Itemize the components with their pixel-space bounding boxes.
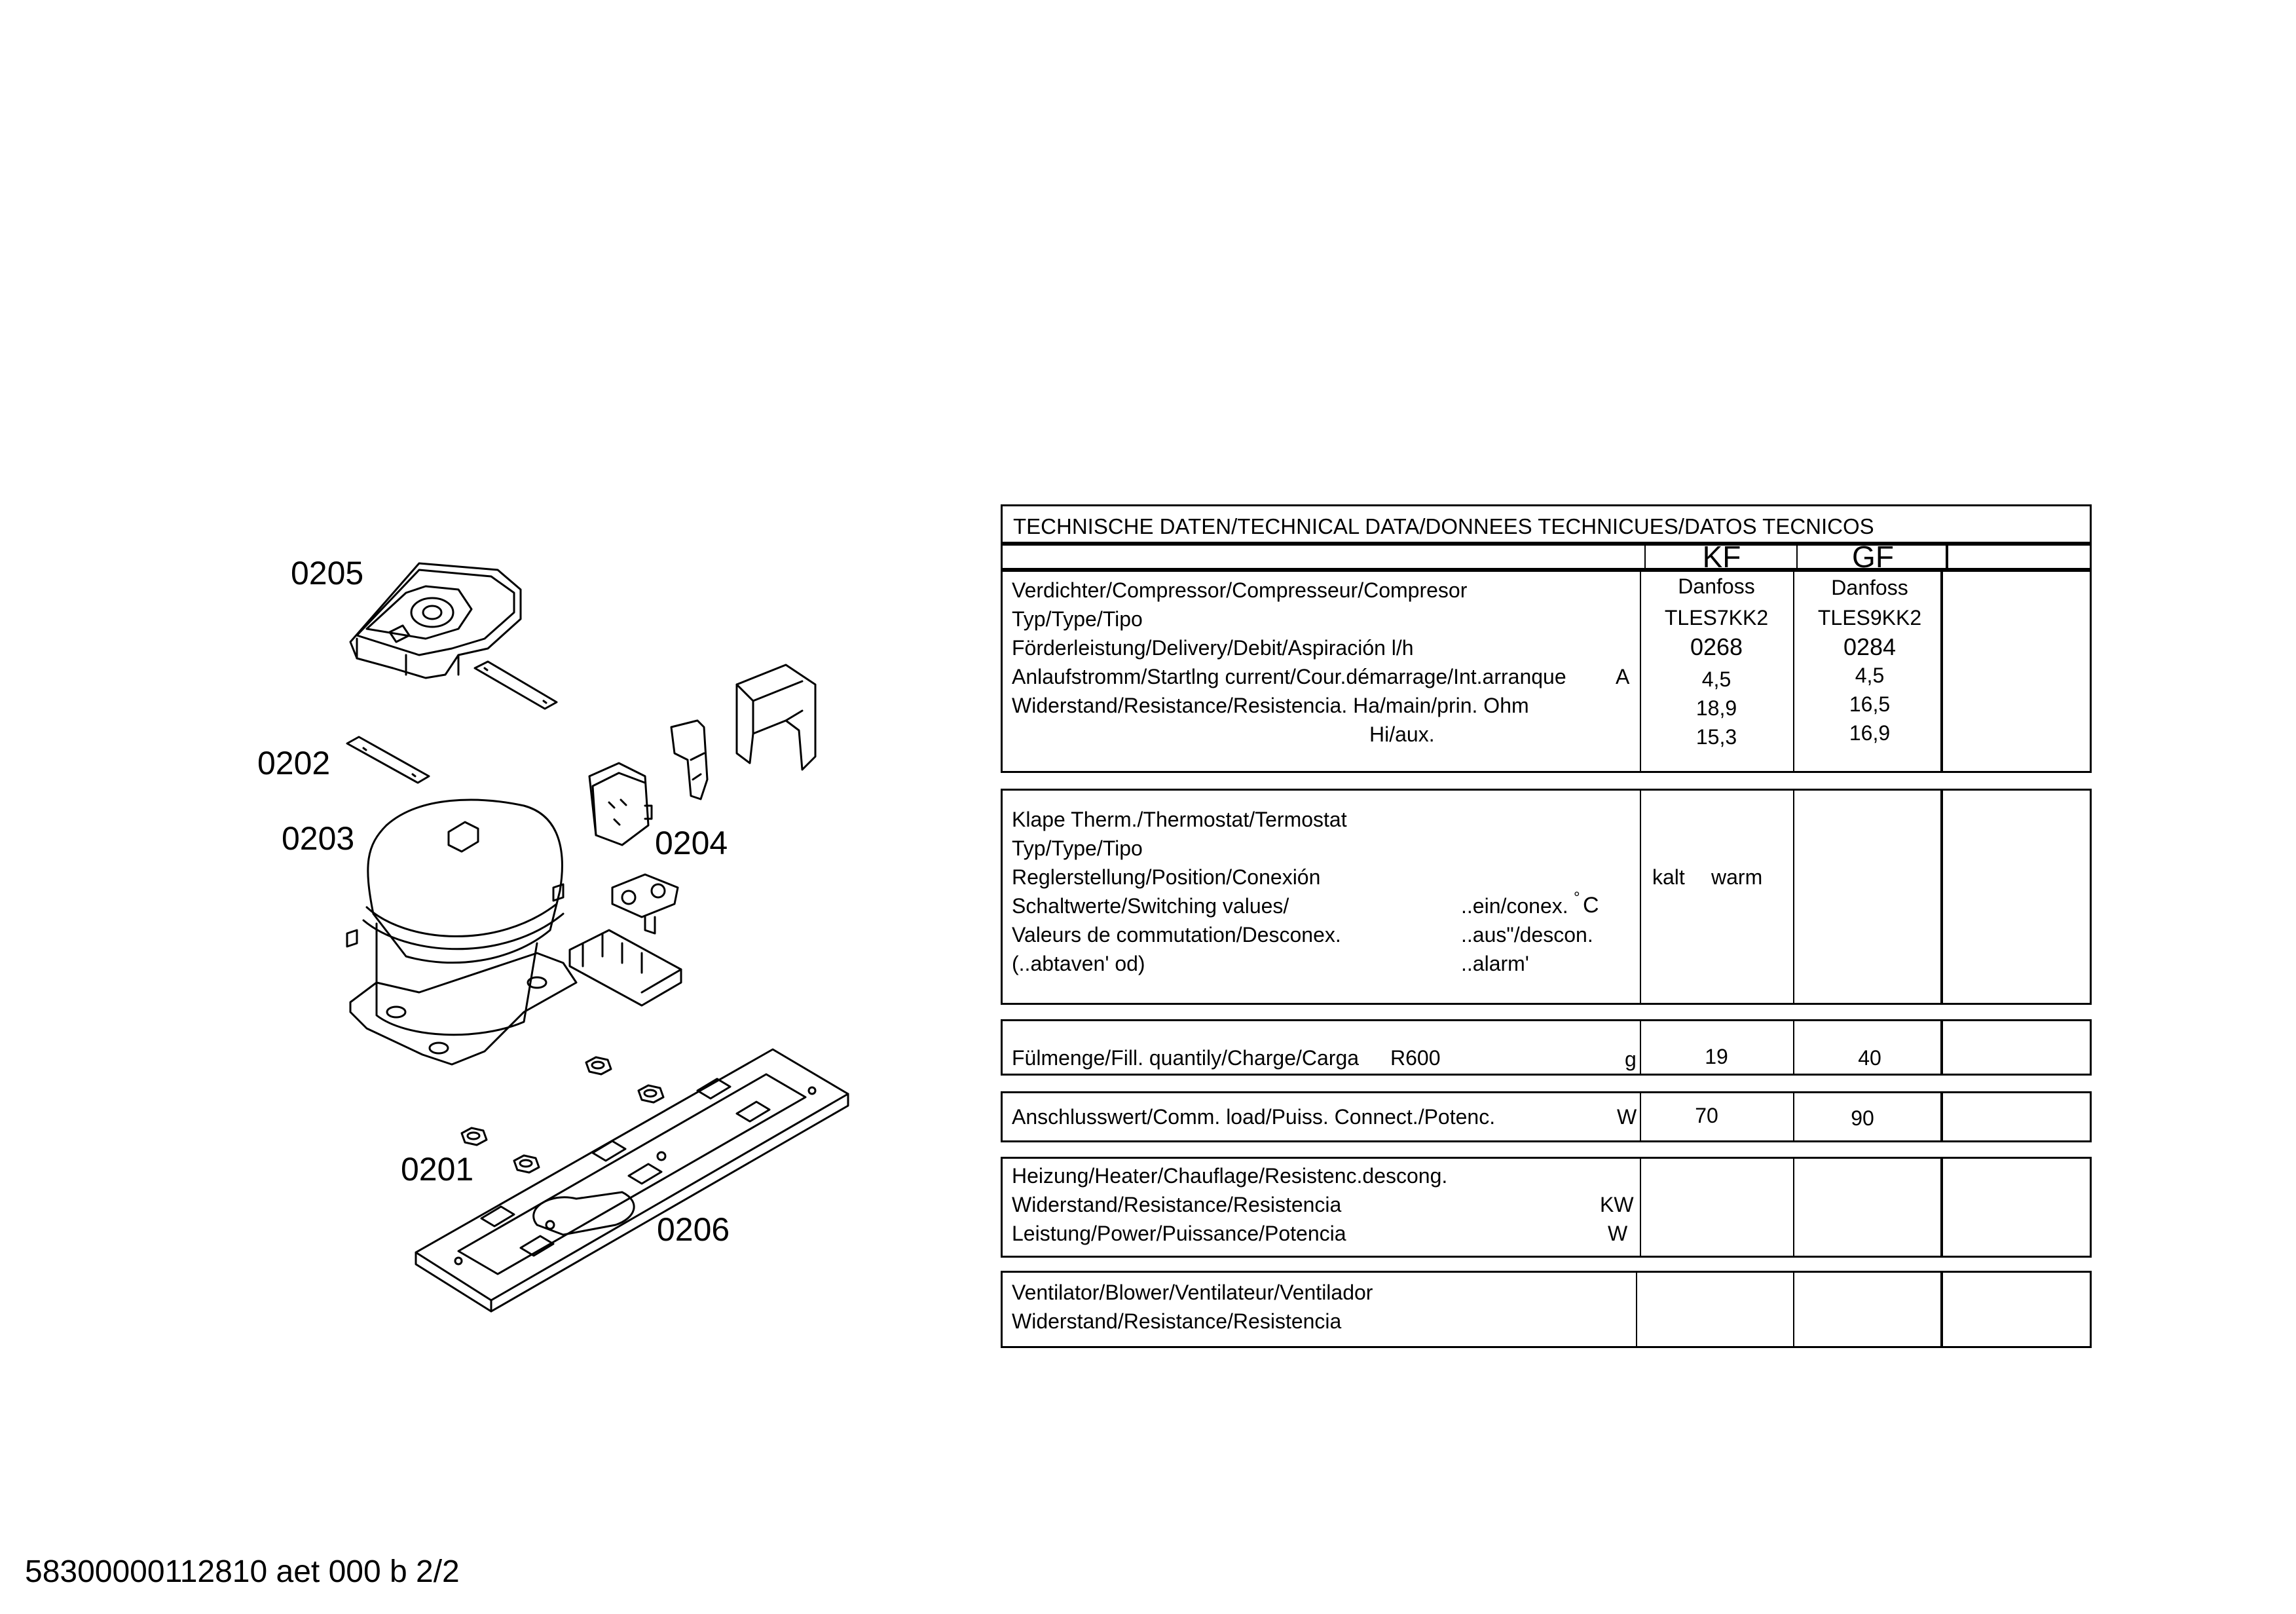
part-label-0203: 0203 <box>282 820 355 857</box>
table-title: TECHNISCHE DATEN/TECHNICAL DATA/DONNEES TECHNICUES/DATOS TECNICOS <box>1013 514 1874 538</box>
thermostat-sub-label: ..alarm' <box>1461 952 1529 975</box>
fill-unit: g <box>1625 1047 1637 1071</box>
heater-row-label: Widerstand/Resistance/Resistencia <box>1012 1193 1342 1216</box>
compressor-row-label: Typ/Type/Tipo <box>1012 607 1143 631</box>
heater-row-label: Heizung/Heater/Chauflage/Resistenc.descong. <box>1012 1164 1448 1188</box>
kf-value: 18,9 <box>1695 696 1737 720</box>
fill-quantity-section <box>1001 1019 2092 1076</box>
part-label-0204: 0204 <box>655 825 728 861</box>
kf-value: 0268 <box>1690 633 1743 660</box>
thermostat-kalt: kalt <box>1652 865 1685 889</box>
heater-unit-kw: KW <box>1600 1193 1634 1216</box>
connected-load-section <box>1001 1091 2092 1142</box>
compressor-section <box>1001 570 2092 773</box>
compressor-row-label: Hi/aux. <box>1369 723 1435 746</box>
gf-value: 16,5 <box>1849 692 1891 716</box>
part-0206-baseplate <box>416 1049 848 1311</box>
thermostat-row-label: Schaltwerte/Switching values/ <box>1012 894 1289 918</box>
kf-value: 19 <box>1705 1045 1728 1068</box>
kf-value: TLES7KK2 <box>1664 606 1769 629</box>
gf-value: 16,9 <box>1849 721 1891 745</box>
column-header-box <box>1001 540 2092 574</box>
thermostat-sub-label: ..aus"/descon. <box>1461 923 1593 947</box>
connected-load-unit: W <box>1617 1105 1637 1129</box>
part-label-0202: 0202 <box>257 745 331 781</box>
compressor-unit-a: A <box>1616 665 1630 688</box>
compressor-row-label: Widerstand/Resistance/Resistencia. Ha/main/prin. Ohm <box>1012 694 1529 717</box>
part-ptc-cover <box>737 665 815 770</box>
gf-value: Danfoss <box>1831 576 1908 599</box>
gf-value: 0284 <box>1843 633 1897 660</box>
column-kf: KF <box>1702 540 1741 574</box>
blower-row-label: Ventilator/Blower/Ventilateur/Ventilador <box>1012 1281 1373 1304</box>
connected-load-label: Anschlusswert/Comm. load/Puiss. Connect./Potenc. <box>1012 1105 1496 1129</box>
gf-value: 90 <box>1851 1106 1874 1130</box>
heater-row-label: Leistung/Power/Puissance/Potencia <box>1012 1222 1346 1245</box>
kf-value: Danfoss <box>1678 574 1755 598</box>
part-0203-compressor <box>347 800 576 1064</box>
kf-value: 15,3 <box>1695 725 1737 749</box>
kf-value: 4,5 <box>1701 667 1731 691</box>
fill-refrigerant: R600 <box>1390 1046 1441 1070</box>
degree-symbol: ° <box>1574 889 1580 907</box>
part-strip-upper <box>475 662 557 709</box>
blower-section <box>1001 1271 2092 1348</box>
thermostat-section <box>1001 789 2092 1005</box>
part-label-0205: 0205 <box>291 555 364 591</box>
column-gf: GF <box>1852 540 1894 574</box>
table-title-box <box>1001 504 2092 544</box>
gf-value: TLES9KK2 <box>1817 606 1922 629</box>
thermostat-row-label: Valeurs de commutation/Desconex. <box>1012 923 1341 947</box>
compressor-row-label: Verdichter/Compressor/Compresseur/Compresor <box>1012 578 1468 602</box>
gf-value: 4,5 <box>1855 664 1885 687</box>
fill-quantity-label: Fülmenge/Fill. quantily/Charge/Carga <box>1012 1046 1360 1070</box>
compressor-row-label: Förderleistung/Delivery/Debit/Aspiración l/h <box>1012 636 1414 660</box>
part-0201-nuts <box>462 1057 663 1173</box>
gf-value: 40 <box>1858 1046 1881 1070</box>
thermostat-sub-label: ..ein/conex. <box>1461 894 1568 918</box>
part-0205-cover <box>350 563 521 678</box>
part-label-0201: 0201 <box>401 1151 474 1188</box>
document-id: 58300000112810 aet 000 b 2/2 <box>25 1554 460 1589</box>
heater-unit-w: W <box>1608 1222 1628 1245</box>
thermostat-row-label: Reglerstellung/Position/Conexión <box>1012 865 1321 889</box>
thermostat-warm: warm <box>1711 865 1763 889</box>
celsius-symbol: C <box>1583 893 1599 918</box>
compressor-row-label: Anlaufstromm/Startlng current/Cour.démarrage/Int.arranque <box>1012 665 1566 688</box>
part-label-0206: 0206 <box>657 1211 730 1248</box>
kf-value: 70 <box>1695 1104 1718 1127</box>
part-0202-strip <box>347 737 429 783</box>
part-terminal-block <box>570 930 681 1005</box>
thermostat-row-label: Typ/Type/Tipo <box>1012 836 1143 860</box>
part-clip <box>671 721 707 799</box>
heater-section <box>1001 1157 2092 1258</box>
part-connector <box>612 874 678 933</box>
blower-row-label: Widerstand/Resistance/Resistencia <box>1012 1309 1342 1333</box>
thermostat-row-label: Klape Therm./Thermostat/Termostat <box>1012 808 1347 831</box>
thermostat-row-label: (..abtaven' od) <box>1012 952 1145 975</box>
part-0204-relay <box>589 763 652 845</box>
